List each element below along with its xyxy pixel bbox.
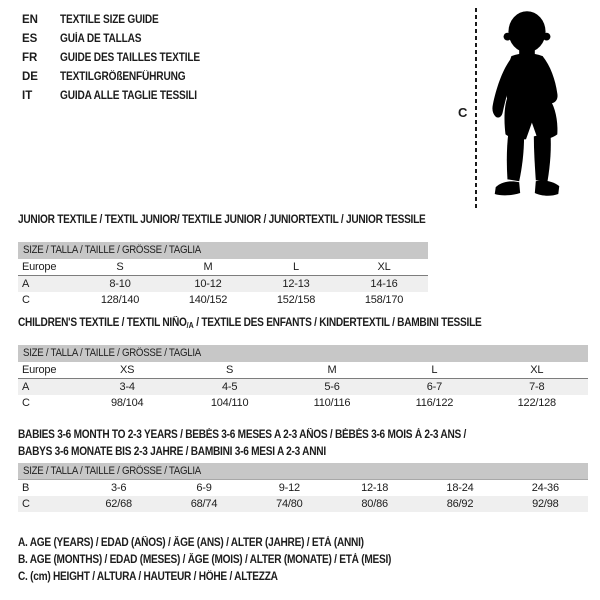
table-cell: 9-12	[278, 482, 300, 494]
table-cell: 80/86	[361, 498, 388, 510]
language-list	[22, 10, 219, 105]
column-header: L	[431, 364, 438, 376]
row-label: B	[22, 482, 30, 494]
table-cell: 92/98	[532, 498, 559, 510]
table-cell: 12-18	[361, 482, 389, 494]
language-code: EN	[22, 13, 38, 26]
column-header: L	[293, 261, 299, 273]
legend-line-b	[18, 552, 442, 569]
table-cell: 152/158	[276, 294, 316, 306]
size-header-text: SIZE / TALLA / TAILLE / GRÖSSE / TAGLIA	[23, 465, 202, 477]
section-title-text: BABIES 3-6 MONTH TO 2-3 YEARS / BEBÉS 3-6 MESES A 2-3 AÑOS / BÉBÉS 3-6 MOIS À 2-3 ANS /	[18, 429, 467, 441]
legend	[18, 535, 442, 586]
table-cell: 110/116	[313, 397, 351, 409]
column-header: M	[327, 364, 337, 376]
table-cell: 116/122	[415, 397, 454, 409]
size-header-text: SIZE / TALLA / TAILLE / GRÖSSE / TAGLIA	[23, 347, 202, 359]
table-cell: 158/170	[364, 294, 404, 306]
table-cell: 18-24	[446, 482, 474, 494]
language-code: FR	[22, 51, 38, 64]
table-row-height	[18, 496, 588, 512]
row-label: C	[22, 294, 30, 306]
section-title	[18, 317, 588, 330]
table-cell: 5-6	[324, 381, 340, 393]
table-cell: 14-16	[370, 278, 398, 290]
section-title-text: BABYS 3-6 MONATE BIS 2-3 JAHRE / BAMBINI 3-6 MESI A 2-3 ANNI	[18, 446, 326, 458]
table-cell: 3-4	[119, 381, 135, 393]
table-cell: 4-5	[221, 381, 238, 393]
table-row-age	[18, 276, 428, 292]
title-subscript: /A	[186, 321, 194, 330]
table-cell: 68/74	[190, 498, 218, 510]
table-cell: 12-13	[282, 278, 310, 290]
section-title-line1	[18, 427, 588, 444]
language-code: DE	[22, 70, 38, 83]
size-header-text: SIZE / TALLA / TAILLE / GRÖSSE / TAGLIA	[23, 244, 202, 256]
language-label: TEXTILE SIZE GUIDE	[60, 13, 159, 26]
legend-line-a	[18, 535, 442, 552]
height-dashed-line	[475, 8, 477, 210]
table-column-header-row	[18, 259, 428, 276]
column-header: XL	[377, 261, 391, 273]
table-cell: 6-7	[426, 381, 443, 393]
language-row-en	[22, 10, 219, 29]
title-prefix: CHILDREN'S TEXTILE / TEXTIL NIÑO	[18, 317, 187, 329]
legend-text: A. AGE (YEARS) / EDAD (AÑOS) / ÂGE (ANS) / ALTER (JAHRE) / ETÀ (ANNI)	[18, 537, 364, 549]
section-childrens-textile	[18, 317, 588, 411]
table-cell: 24-36	[531, 482, 559, 494]
table-cell: 140/152	[188, 294, 228, 306]
language-code: ES	[22, 32, 38, 45]
section-babies-textile	[18, 427, 588, 512]
row-label: C	[22, 498, 30, 510]
language-row-it	[22, 86, 219, 105]
table-cell: 8-10	[109, 278, 131, 290]
table-cell: 6-9	[196, 482, 212, 494]
column-header: Europe	[22, 364, 57, 376]
section-title	[18, 214, 428, 227]
table-cell: 74/80	[276, 498, 303, 510]
column-header: M	[203, 261, 213, 273]
language-label: GUIDA ALLE TAGLIE TESSILI	[60, 89, 197, 102]
table-cell: 122/128	[517, 397, 556, 409]
title-suffix: / TEXTILE DES ENFANTS / KINDERTEXTIL / BAMBINI TESSILE	[193, 317, 482, 329]
table-cell: 3-6	[111, 482, 127, 494]
section-title-text	[18, 317, 481, 332]
table-cell: 98/104	[110, 397, 144, 409]
table-row-age-months	[18, 480, 588, 496]
table-column-header-row	[18, 362, 588, 379]
column-header: S	[116, 261, 124, 273]
row-label: A	[22, 278, 30, 290]
column-header: XS	[120, 364, 135, 376]
section-title-line2	[18, 444, 588, 461]
section-junior-textile	[18, 214, 428, 308]
legend-line-c	[18, 569, 442, 586]
language-row-es	[22, 29, 219, 48]
table-cell: 86/92	[446, 498, 474, 510]
table-cell: 128/140	[100, 294, 140, 306]
language-code: IT	[22, 89, 33, 102]
row-label: A	[22, 381, 30, 393]
section-title-text: JUNIOR TEXTILE / TEXTIL JUNIOR/ TEXTILE JUNIOR / JUNIORTEXTIL / JUNIOR TESSILE	[18, 214, 426, 226]
table-cell: 104/110	[210, 397, 249, 409]
table-row-height	[18, 292, 428, 308]
language-label: GUÍA DE TALLAS	[60, 32, 142, 45]
table-row-height	[18, 395, 588, 411]
column-header: Europe	[22, 261, 57, 273]
language-row-de	[22, 67, 219, 86]
legend-text: C. (cm) HEIGHT / ALTURA / HAUTEUR / HÖHE / ALTEZZA	[18, 571, 278, 583]
size-header-bar	[18, 463, 588, 480]
height-measure-label: C	[458, 105, 468, 120]
language-label: GUIDE DES TAILLES TEXTILE	[60, 51, 200, 64]
column-header: XL	[530, 364, 544, 376]
toddler-silhouette-image	[484, 8, 570, 206]
row-label: C	[22, 397, 30, 409]
table-cell: 62/68	[105, 498, 132, 510]
table-cell: 7-8	[529, 381, 545, 393]
language-row-fr	[22, 48, 219, 67]
size-header-bar	[18, 242, 428, 259]
column-header: S	[226, 364, 234, 376]
size-header-bar	[18, 345, 588, 362]
legend-text: B. AGE (MONTHS) / EDAD (MESES) / ÂGE (MOIS) / ALTER (MONATE) / ETÀ (MESI)	[18, 554, 392, 566]
table-row-age	[18, 379, 588, 395]
table-cell: 10-12	[194, 278, 222, 290]
height-figure	[450, 6, 598, 214]
language-label: TEXTILGRÖßENFÜHRUNG	[60, 70, 186, 83]
